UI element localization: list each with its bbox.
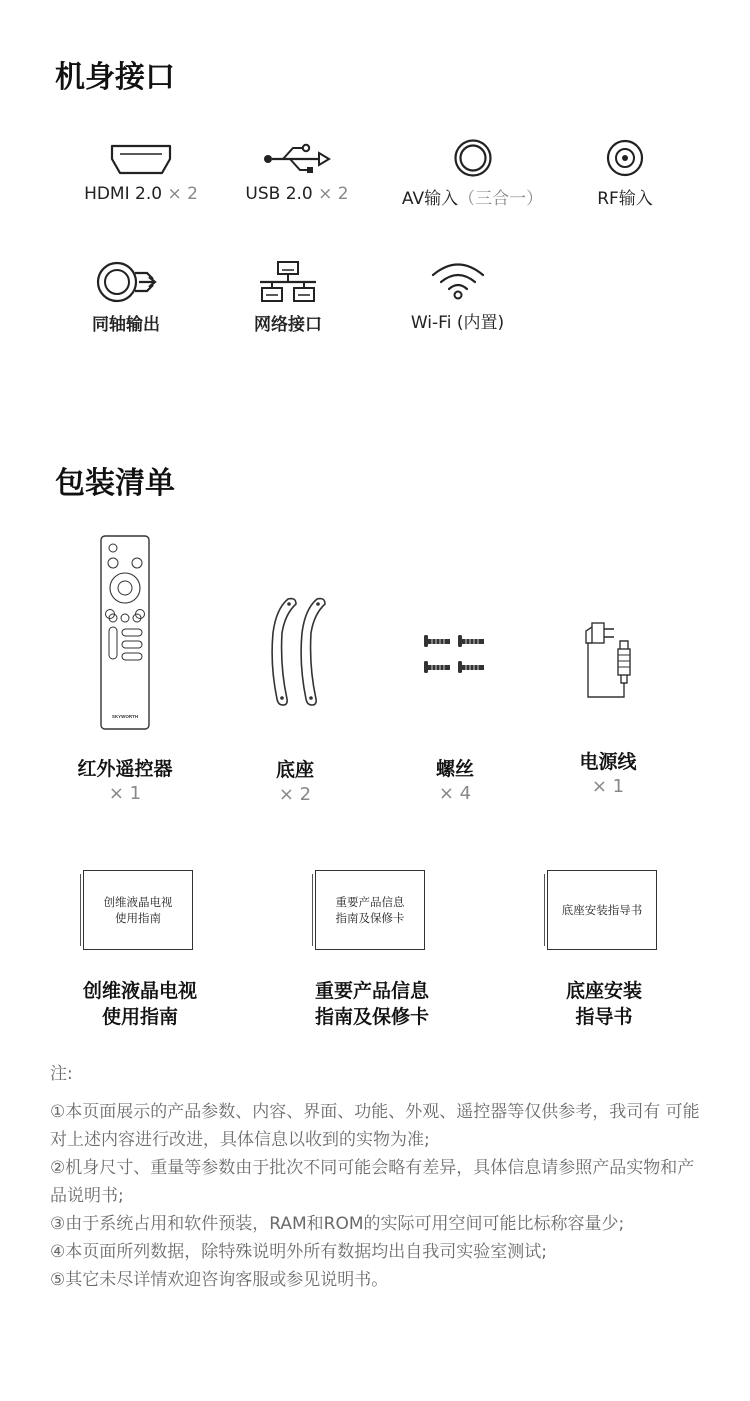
coaxial-output-icon bbox=[95, 260, 157, 304]
screws-qty: × 4 bbox=[438, 783, 472, 804]
usb-icon bbox=[263, 142, 331, 176]
doc-name-user-guide: 创维液晶电视 使用指南 bbox=[82, 980, 197, 1028]
package-item-remote bbox=[70, 535, 180, 804]
interfaces-title: 机身接口 bbox=[55, 60, 175, 95]
note-line-4: ④本页面所列数据，除特殊说明外所有数据均出自我司实验室测试; bbox=[50, 1242, 547, 1262]
port-network bbox=[228, 260, 348, 335]
port-rf bbox=[570, 142, 680, 209]
stand-name: 底座 bbox=[275, 759, 314, 781]
doc-cover-stand-install bbox=[547, 870, 657, 950]
package-item-stand bbox=[240, 595, 350, 805]
stand-legs-icon bbox=[258, 595, 332, 707]
package-title: 包装清单 bbox=[55, 466, 175, 501]
doc-cover-stand-install-text: 底座安装指导书 bbox=[561, 903, 643, 917]
port-wifi bbox=[395, 260, 520, 333]
rf-connector-icon bbox=[605, 138, 645, 178]
note-line-3: ③由于系统占用和软件预装，RAM和ROM的实际可用空间可能比标称容量少; bbox=[50, 1214, 625, 1234]
remote-brand: SKYWORTH bbox=[111, 714, 139, 719]
coaxial-label: 同轴输出 bbox=[92, 315, 160, 335]
doc-cover-warranty-text: 重要产品信息 指南及保修卡 bbox=[335, 895, 405, 925]
wifi-label: Wi-Fi (内置) bbox=[410, 313, 505, 333]
av-note: （三合一） bbox=[458, 189, 544, 209]
note-line-2: ②机身尺寸、重量等参数由于批次不同可能会略有差异，具体信息请参照产品实物和产品说明书; bbox=[50, 1158, 695, 1206]
usb-label: USB 2.0 bbox=[245, 184, 313, 204]
package-item-screws bbox=[400, 630, 510, 804]
power-cord-qty: × 1 bbox=[591, 776, 625, 797]
usb-mult: × 2 bbox=[318, 184, 349, 204]
doc-name-warranty: 重要产品信息 指南及保修卡 bbox=[314, 980, 429, 1028]
rf-label: RF输入 bbox=[597, 189, 653, 209]
remote-qty: × 1 bbox=[108, 783, 142, 804]
hdmi-port-icon bbox=[110, 142, 172, 176]
network-port-icon bbox=[258, 260, 318, 304]
stand-qty: × 2 bbox=[278, 784, 312, 805]
notes-heading: 注: bbox=[50, 1064, 73, 1084]
port-av bbox=[390, 142, 555, 209]
doc-cover-warranty bbox=[315, 870, 425, 950]
av-label: AV输入 bbox=[401, 189, 459, 209]
package-item-power-cord bbox=[553, 615, 663, 797]
network-label: 网络接口 bbox=[254, 315, 322, 335]
port-coaxial bbox=[66, 260, 186, 335]
hdmi-mult: × 2 bbox=[167, 184, 198, 204]
remote-name: 红外遥控器 bbox=[77, 758, 173, 780]
screws-name: 螺丝 bbox=[435, 758, 474, 780]
hdmi-label: HDMI 2.0 bbox=[84, 184, 163, 204]
note-line-5: ⑤其它未尽详情欢迎咨询客服或参见说明书。 bbox=[50, 1270, 389, 1290]
wifi-icon bbox=[430, 260, 486, 302]
doc-cover-user-guide-text: 创维液晶电视 使用指南 bbox=[103, 895, 173, 925]
av-jack-icon bbox=[453, 138, 493, 178]
power-cord-name: 电源线 bbox=[579, 751, 637, 773]
notes bbox=[50, 1060, 700, 1294]
power-cord-icon bbox=[574, 615, 642, 703]
doc-name-stand-install: 底座安装 指导书 bbox=[565, 980, 642, 1028]
note-line-1: ①本页面展示的产品参数、内容、界面、功能、外观、遥控器等仅供参考，我司有 可能对上述内容进行改进，具体信息以收到的实物为准; bbox=[50, 1102, 700, 1150]
port-usb bbox=[222, 142, 372, 204]
port-hdmi bbox=[66, 142, 216, 204]
screws-icon bbox=[420, 630, 490, 678]
remote-control-icon bbox=[100, 535, 150, 730]
doc-cover-user-guide bbox=[83, 870, 193, 950]
